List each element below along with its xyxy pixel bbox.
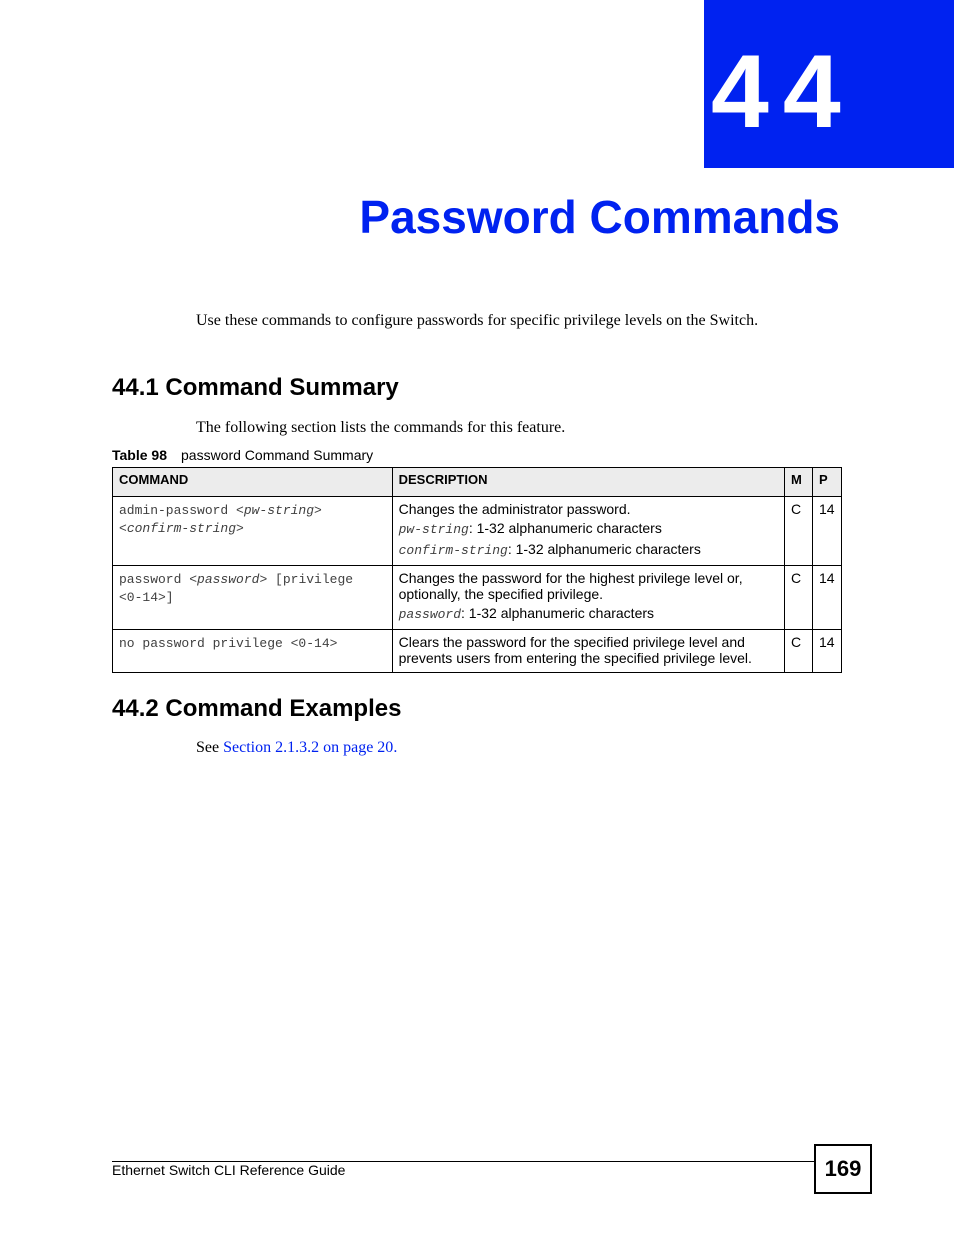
command-arg: pw-string [243,503,315,518]
command-cell [113,566,393,630]
description-cell [392,497,784,566]
section-heading-summary: 44.1 Command Summary [112,374,399,401]
param-text: : 1-32 alphanumeric characters [507,541,701,557]
command-cell [113,630,393,673]
page-number: 169 [814,1144,872,1194]
description-text: Changes the administrator password. [398,501,631,517]
command-text: password < [119,572,198,587]
section-heading-examples: 44.2 Command Examples [112,695,402,722]
header-m: M [785,468,813,497]
privilege-cell: 14 [812,630,841,673]
description-text: Clears the password for the specified privilege level and prevents users from entering the specified privilege level. [398,634,752,666]
mode-cell: C [785,630,813,673]
table-row [113,497,842,566]
table-row [113,630,842,673]
command-text: < [119,521,127,536]
param-text: : 1-32 alphanumeric characters [461,605,655,621]
param-name: confirm-string [398,543,508,558]
command-text: no password privilege <0-14> [119,636,338,651]
param-text: : 1-32 alphanumeric characters [468,520,662,536]
privilege-cell: 14 [812,497,841,566]
header-command: COMMAND [113,468,393,497]
header-p: P [812,468,841,497]
table-row [113,566,842,630]
intro-text: Use these commands to configure passwords for specific privilege levels on the Switch. [196,312,759,329]
see-suffix: . [393,739,398,756]
description-cell [392,630,784,673]
chapter-number: 44 [711,34,855,150]
mode-cell: C [785,497,813,566]
param-name: password [398,607,462,622]
command-text: > [privilege [259,572,354,587]
section-examples-text [196,739,397,757]
command-arg: confirm-string [126,521,237,536]
see-prefix: See [196,739,224,756]
section-link[interactable]: Section 2.1.3.2 on page 20 [223,739,394,756]
command-summary-table [112,467,842,673]
command-arg: password [197,572,260,587]
table-caption-title: password Command Summary [181,447,374,463]
command-text: > [236,521,244,536]
chapter-title: Password Commands [359,191,840,243]
mode-cell: C [785,566,813,630]
table-header-row [113,468,842,497]
command-cell [113,497,393,566]
description-text: Changes the password for the highest privilege level or, optionally, the specified privilege. [398,570,743,602]
privilege-cell: 14 [812,566,841,630]
param-name: pw-string [398,522,469,537]
command-text: <0-14>] [119,590,174,605]
command-text: admin-password < [119,503,244,518]
table-caption-number: Table 98 [112,447,167,463]
description-cell [392,566,784,630]
header-description: DESCRIPTION [392,468,784,497]
footer-guide-title: Ethernet Switch CLI Reference Guide [112,1162,346,1178]
table-caption [112,447,373,463]
section-summary-text: The following section lists the commands for this feature. [196,419,566,436]
command-text: > [314,503,322,518]
